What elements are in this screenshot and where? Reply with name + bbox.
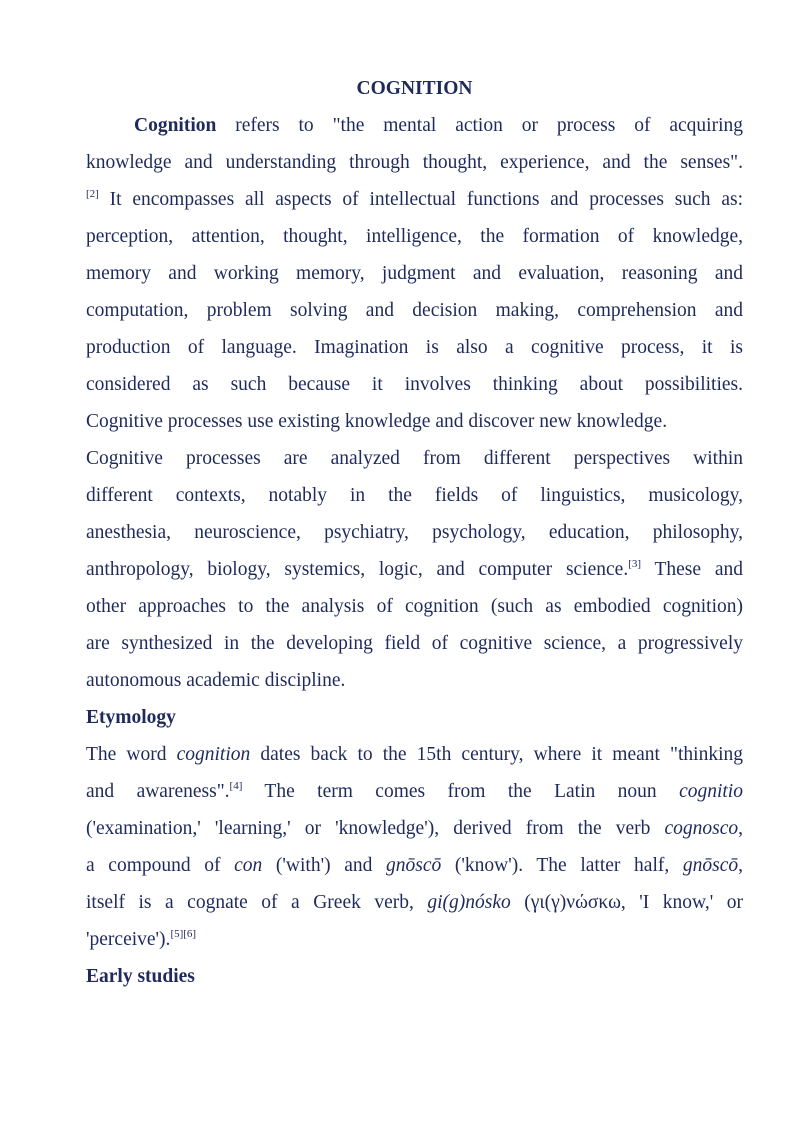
- text-line: are synthesized in the developing field of cognitive science, a progressively: [86, 633, 743, 654]
- text-span: 'perceive').: [86, 929, 171, 950]
- section-heading-etymology: Etymology: [86, 707, 176, 728]
- text-line: [86, 181, 743, 218]
- text-line: production of language. Imagination is also a cognitive process, it is: [86, 337, 743, 358]
- text-line: [86, 773, 743, 810]
- paragraph-etymology: [86, 736, 743, 958]
- text-line: other approaches to the analysis of cognition (such as embodied cognition): [86, 596, 743, 617]
- text-line: [86, 551, 743, 588]
- text-span: itself is a cognate of a Greek verb,: [86, 892, 428, 913]
- text-line: [86, 847, 743, 884]
- citation-link[interactable]: [4]: [229, 780, 243, 792]
- term-italic: con: [234, 855, 263, 876]
- document-page: [86, 70, 743, 995]
- text-line: anesthesia, neuroscience, psychiatry, psychology, education, philosophy,: [86, 522, 743, 543]
- text-line: Cognitive processes use existing knowledge and discover new knowledge.: [86, 411, 668, 432]
- text-span: The term comes from the Latin noun: [242, 781, 680, 802]
- text-span: ,: [738, 818, 743, 839]
- text-span: ,: [738, 855, 743, 876]
- text-span: The word: [86, 744, 177, 765]
- text-line: different contexts, notably in the fields of linguistics, musicology,: [86, 485, 743, 506]
- text-line: computation, problem solving and decision making, comprehension and: [86, 300, 743, 321]
- text-span: ('examination,' 'learning,' or 'knowledge'), derived from the verb: [86, 818, 665, 839]
- text-line: considered as such because it involves thinking about possibilities.: [86, 374, 743, 395]
- text-span: It encompasses all aspects of intellectual functions and processes such as:: [98, 189, 743, 210]
- citation-link[interactable]: [2]: [86, 188, 99, 200]
- text-span: dates back to the 15th century, where it meant "thinking: [250, 744, 743, 765]
- text-span: refers to "the mental action or process of acquiring: [216, 115, 743, 136]
- term-italic: cognitio: [679, 781, 743, 802]
- term-italic: gnōscō: [386, 855, 442, 876]
- text-line: [86, 884, 743, 921]
- citation-link[interactable]: [3]: [628, 558, 642, 570]
- text-span: a compound of: [86, 855, 235, 876]
- term-italic: cognition: [176, 744, 251, 765]
- text-span: ('with') and: [262, 855, 387, 876]
- term-italic: gi(g)nósko: [427, 892, 511, 913]
- text-span: anthropology, biology, systemics, logic, and computer science.: [86, 559, 629, 580]
- text-span: ('know'). The latter half,: [441, 855, 683, 876]
- citation-link[interactable]: [5][6]: [170, 928, 197, 940]
- text-line: [86, 107, 743, 144]
- text-line: memory and working memory, judgment and evaluation, reasoning and: [86, 263, 743, 284]
- text-span: and awareness".: [86, 781, 230, 802]
- text-line: perception, attention, thought, intelligence, the formation of knowledge,: [86, 226, 743, 247]
- text-line: [86, 736, 743, 773]
- section-heading-early-studies: Early studies: [86, 966, 195, 987]
- text-span: These and: [641, 559, 743, 580]
- text-line: [86, 921, 743, 958]
- text-line: autonomous academic discipline.: [86, 670, 346, 691]
- text-line: Cognitive processes are analyzed from different perspectives within: [86, 448, 743, 469]
- paragraph-definition: [86, 107, 743, 440]
- text-span: (γι(γ)νώσκω, 'I know,' or: [510, 892, 743, 913]
- text-line: [86, 810, 743, 847]
- text-line: knowledge and understanding through thought, experience, and the senses".: [86, 152, 743, 173]
- term-italic: gnōscō: [682, 855, 739, 876]
- term-italic: cognosco: [664, 818, 739, 839]
- paragraph-perspectives: [86, 440, 743, 699]
- page-title: COGNITION: [356, 78, 473, 99]
- term-bold: Cognition: [134, 115, 217, 136]
